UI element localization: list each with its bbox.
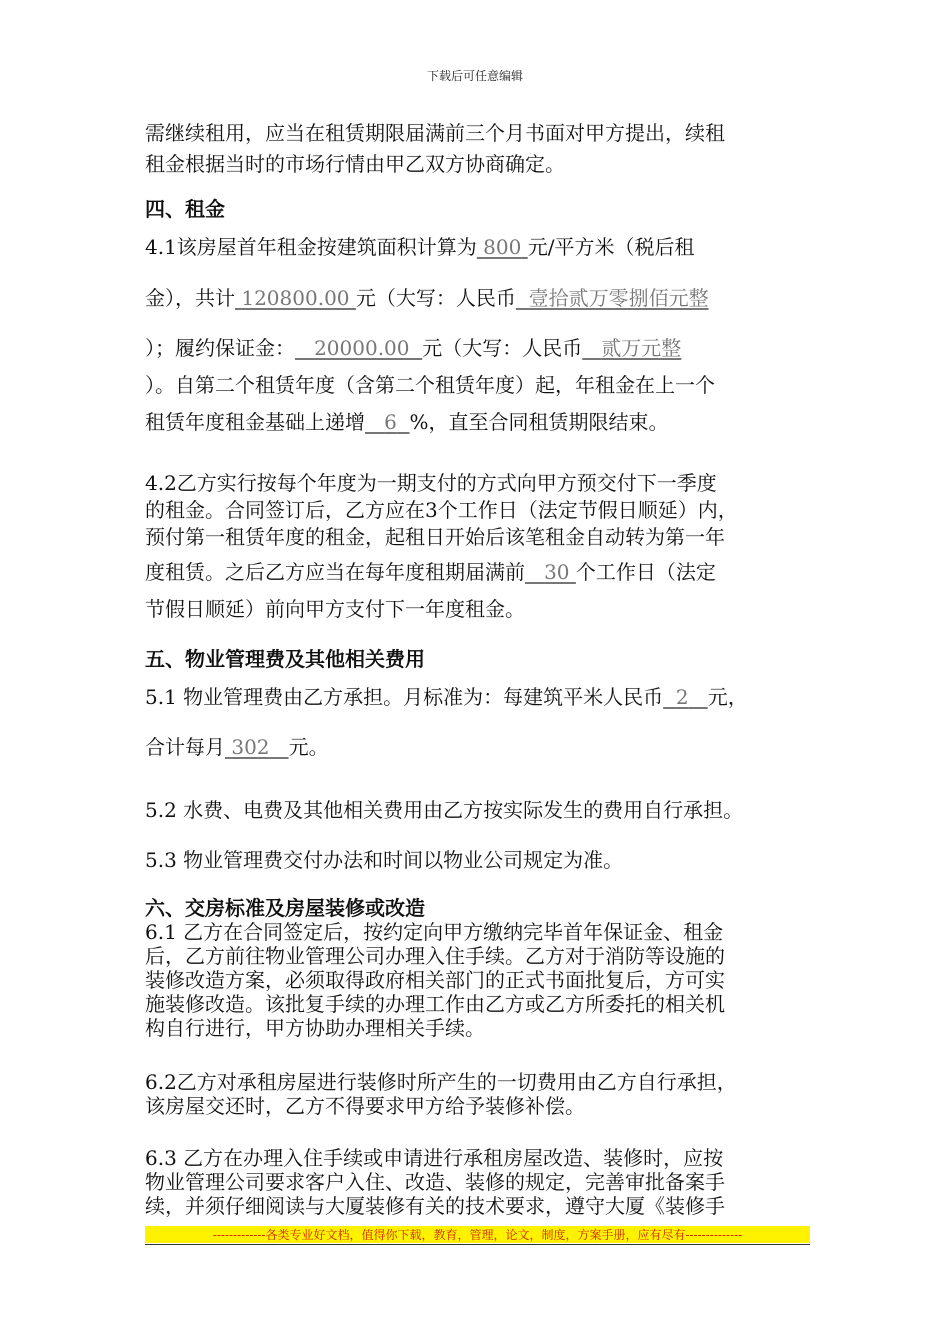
footer-divider — [145, 1244, 810, 1245]
clause-6-1 — [145, 920, 810, 1040]
clause-4-1-line-1 — [145, 232, 810, 263]
filled-blank: 6 — [384, 410, 397, 434]
text-line: 6.1 乙方在合同签定后，按约定向甲方缴纳完毕首年保证金、租金 — [145, 920, 724, 944]
text-line: 该房屋交还时，乙方不得要求甲方给予装修补偿。 — [145, 1094, 585, 1118]
clause-5-1-line-1 — [145, 682, 810, 713]
text-line: 预付第一租赁年度的租金，起租日开始后该笔租金自动转为第一年 — [145, 525, 725, 549]
paragraph-continuation — [145, 118, 810, 180]
text-line: 租金根据当时的市场行情由甲乙双方协商确定。 — [145, 152, 565, 176]
filled-blank: 30 — [544, 560, 570, 584]
clause-5-1-line-2 — [145, 732, 810, 763]
clause-4-2 — [145, 470, 810, 551]
text-line: 6.3 乙方在办理入住手续或申请进行承租房屋改造、装修时，应按 — [145, 1146, 724, 1170]
text-line: 续，并须仔细阅读与大厦装修有关的技术要求，遵守大厦《装修手 — [145, 1194, 725, 1218]
text-span: 合计每月 — [145, 735, 225, 759]
text-line: 4.2乙方实行按每个年度为一期支付的方式向甲方预交付下一季度 — [145, 471, 717, 495]
text-span: 5.1 物业管理费由乙方承担。月标准为：每建筑平米人民币 — [145, 685, 664, 709]
text-span: 个工作日（法定 — [575, 560, 716, 584]
filled-blank: 302 — [231, 735, 270, 759]
clause-4-1-line-4: ）。自第二个租赁年度（含第二个租赁年度）起，年租金在上一个 — [145, 373, 715, 397]
filled-blank: 2 — [675, 685, 689, 709]
text-span: 4.1该房屋首年租金按建筑面积计算为 — [145, 235, 477, 259]
text-line: 的租金。合同签订后，乙方应在3个工作日（法定节假日顺延）内， — [145, 498, 738, 522]
text-line: 构自行进行，甲方协助办理相关手续。 — [145, 1016, 485, 1040]
clause-4-1-line-5 — [145, 407, 810, 438]
section-heading-5: 五、物业管理费及其他相关费用 — [145, 647, 425, 671]
text-line: 装修改造方案，必须取得政府相关部门的正式书面批复后，方可实 — [145, 968, 725, 992]
clause-6-3 — [145, 1146, 810, 1218]
clause-5-3: 5.3 物业管理费交付办法和时间以物业公司规定为准。 — [145, 848, 624, 872]
filled-blank: 800 — [483, 235, 522, 259]
text-span: 金），共计 — [145, 286, 235, 310]
text-span: 元（大写：人民币 — [422, 336, 583, 360]
section-heading-4: 四、租金 — [145, 197, 225, 221]
text-span: %，直至合同租赁期限结束。 — [409, 410, 669, 434]
text-line: 施装修改造。该批复手续的办理工作由乙方或乙方所委托的相关机 — [145, 992, 725, 1016]
text-line: 6.2乙方对承租房屋进行装修时所产生的一切费用由乙方自行承担， — [145, 1070, 737, 1094]
page-header: 下载后可任意编辑 — [426, 69, 523, 83]
text-span: 度租赁。之后乙方应当在每年度租期届满前 — [145, 560, 525, 584]
filled-blank: 壹拾贰万零捌佰元整 — [528, 286, 709, 310]
text-span: 元， — [707, 685, 748, 709]
filled-blank: 20000.00 — [314, 336, 410, 360]
text-span: 租赁年度租金基础上递增 — [145, 410, 365, 434]
text-span: 元/平方米（税后租 — [527, 235, 695, 259]
text-line: 需继续租用，应当在租赁期限届满前三个月书面对甲方提出，续租 — [145, 121, 725, 145]
text-span: 元（大写：人民币 — [355, 286, 516, 310]
footer-banner: -------------各类专业好文档，值得你下载，教育，管理，论文，制度，方案手册，应有尽有-------------- — [145, 1226, 810, 1243]
text-line: 物业管理公司要求客户入住、改造、装修的规定，完善审批备案手 — [145, 1170, 725, 1194]
clause-4-2-line-4 — [145, 557, 810, 588]
text-span: 元。 — [288, 735, 329, 759]
clause-4-1-line-2 — [145, 283, 810, 314]
text-span: ）；履约保证金： — [145, 336, 295, 360]
text-line: 后，乙方前往物业管理公司办理入住手续。乙方对于消防等设施的 — [145, 944, 725, 968]
clause-4-1-line-3 — [145, 333, 810, 364]
clause-5-2: 5.2 水费、电费及其他相关费用由乙方按实际发生的费用自行承担。 — [145, 798, 744, 822]
clause-6-2 — [145, 1070, 810, 1118]
filled-blank: 贰万元整 — [601, 336, 682, 360]
filled-blank: 120800.00 — [241, 286, 350, 310]
clause-4-2-line-5: 节假日顺延）前向甲方支付下一年度租金。 — [145, 597, 525, 621]
section-heading-6: 六、交房标准及房屋装修或改造 — [145, 896, 425, 920]
